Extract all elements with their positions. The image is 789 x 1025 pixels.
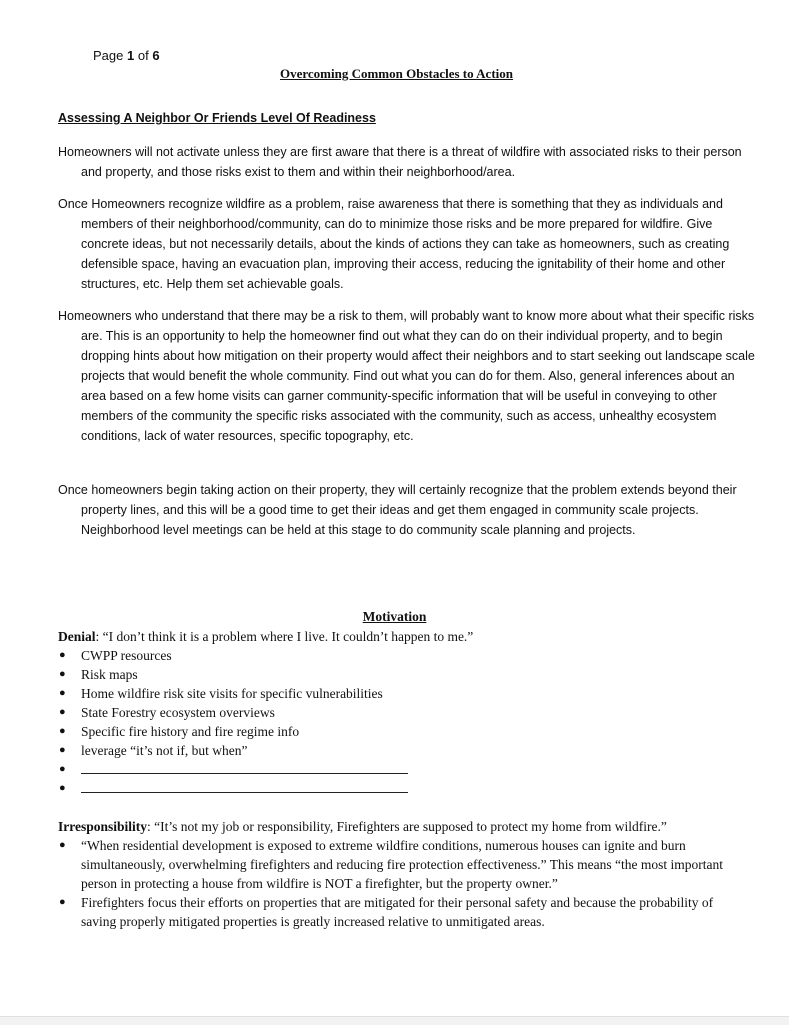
paragraph-specific-risks: Homeowners who understand that there may be a risk to them, will probably want to know more about what their specific risks are. This is an opportunity to help the homeowner find out what they can do on their individual property, and to begin dropping hints about how mitigation on their property would affect their neighbors and to start seeking out landscape scale projects that would benefit the whole community. Find out what you can do for them. Also, general inferences about an area based on a few home visits can garner community-specific information that will be useful in conveying to other members of the community the specific risks associated with the community, such as access, unhealthy ecosystem conditions, lack of water resources, specific topography, etc. bbox=[58, 309, 755, 443]
bullet-icon: ● bbox=[59, 896, 66, 908]
denial-quote: : “I don’t think it is a problem where I live. It couldn’t happen to me.” bbox=[95, 629, 474, 644]
bullet-icon: ● bbox=[59, 782, 66, 794]
denial-statement bbox=[58, 627, 738, 646]
blank-fill-line bbox=[81, 780, 408, 793]
bullet-icon: ● bbox=[59, 744, 66, 756]
list-item: ● leverage “it’s not if, but when” bbox=[59, 743, 248, 758]
irresponsibility-statement bbox=[58, 817, 738, 836]
paragraph-taking-action: Once homeowners begin taking action on their property, they will certainly recognize that the problem extends beyond their property lines, and this will be a good time to get their ideas and get them engaged in community scale projects. Neighborhood level meetings can be held at this stage to do community scale planning and projects. bbox=[58, 483, 737, 537]
bullet-icon: ● bbox=[59, 649, 66, 661]
irresponsibility-label: Irresponsibility bbox=[58, 819, 148, 834]
section-heading-readiness: Assessing A Neighbor Or Friends Level Of Readiness bbox=[58, 111, 376, 125]
denial-resource-list bbox=[58, 646, 738, 798]
paragraph-recognize-problem: Once Homeowners recognize wildfire as a problem, raise awareness that there is something that they as individuals and members of their neighborhood/community, can do to minimize those risks and be more prepared for wildfire. Give concrete ideas, but not necessarily details, about the kinds of actions they can take as homeowners, such as creating defensible space, having an evacuation plan, improving their access, reducing the ignitability of their home and other structures, etc. Help them set achievable goals. bbox=[58, 197, 730, 291]
blank-list-item bbox=[58, 760, 738, 779]
motivation-heading: Motivation bbox=[362, 609, 427, 624]
bullet-icon: ● bbox=[59, 763, 66, 775]
list-item: ● State Forestry ecosystem overviews bbox=[59, 705, 275, 720]
bullet-icon: ● bbox=[59, 706, 66, 718]
document-title: Overcoming Common Obstacles to Action bbox=[279, 66, 514, 81]
list-item: ● Firefighters focus their efforts on properties that are mitigated for their personal safety and because the probability of saving properly mitigated properties is greatly increased relative to unmitigated areas. bbox=[59, 895, 714, 929]
denial-label: Denial bbox=[58, 629, 96, 644]
bullet-icon: ● bbox=[59, 668, 66, 680]
list-item: ● “When residential development is exposed to extreme wildfire conditions, numerous houses can ignite and burn simultaneously, overwhelming firefighters and reducing fire protection effectiveness.” This means “the most important person in protecting a house from wildfire is NOT a firefighter, but the property owner.” bbox=[59, 838, 723, 891]
bullet-icon: ● bbox=[59, 839, 66, 851]
list-item: ● CWPP resources bbox=[59, 648, 172, 663]
irresponsibility-quote: : “It’s not my job or responsibility, Firefighters are supposed to protect my home from wildfire.” bbox=[147, 819, 667, 834]
bullet-icon: ● bbox=[59, 687, 66, 699]
blank-fill-line bbox=[81, 761, 408, 774]
list-item: ● Risk maps bbox=[59, 667, 138, 682]
list-item: ● Home wildfire risk site visits for specific vulnerabilities bbox=[59, 686, 383, 701]
list-item: ● Specific fire history and fire regime info bbox=[59, 724, 300, 739]
paragraph-awareness: Homeowners will not activate unless they are first aware that there is a threat of wildfire with associated risks to their person and property, and those risks exist to them and within their neighborhood/area. bbox=[58, 145, 742, 179]
irresponsibility-list bbox=[58, 836, 738, 931]
page-number: Page 1 of 6 bbox=[93, 48, 160, 63]
blank-list-item bbox=[58, 779, 738, 798]
bullet-icon: ● bbox=[59, 725, 66, 737]
